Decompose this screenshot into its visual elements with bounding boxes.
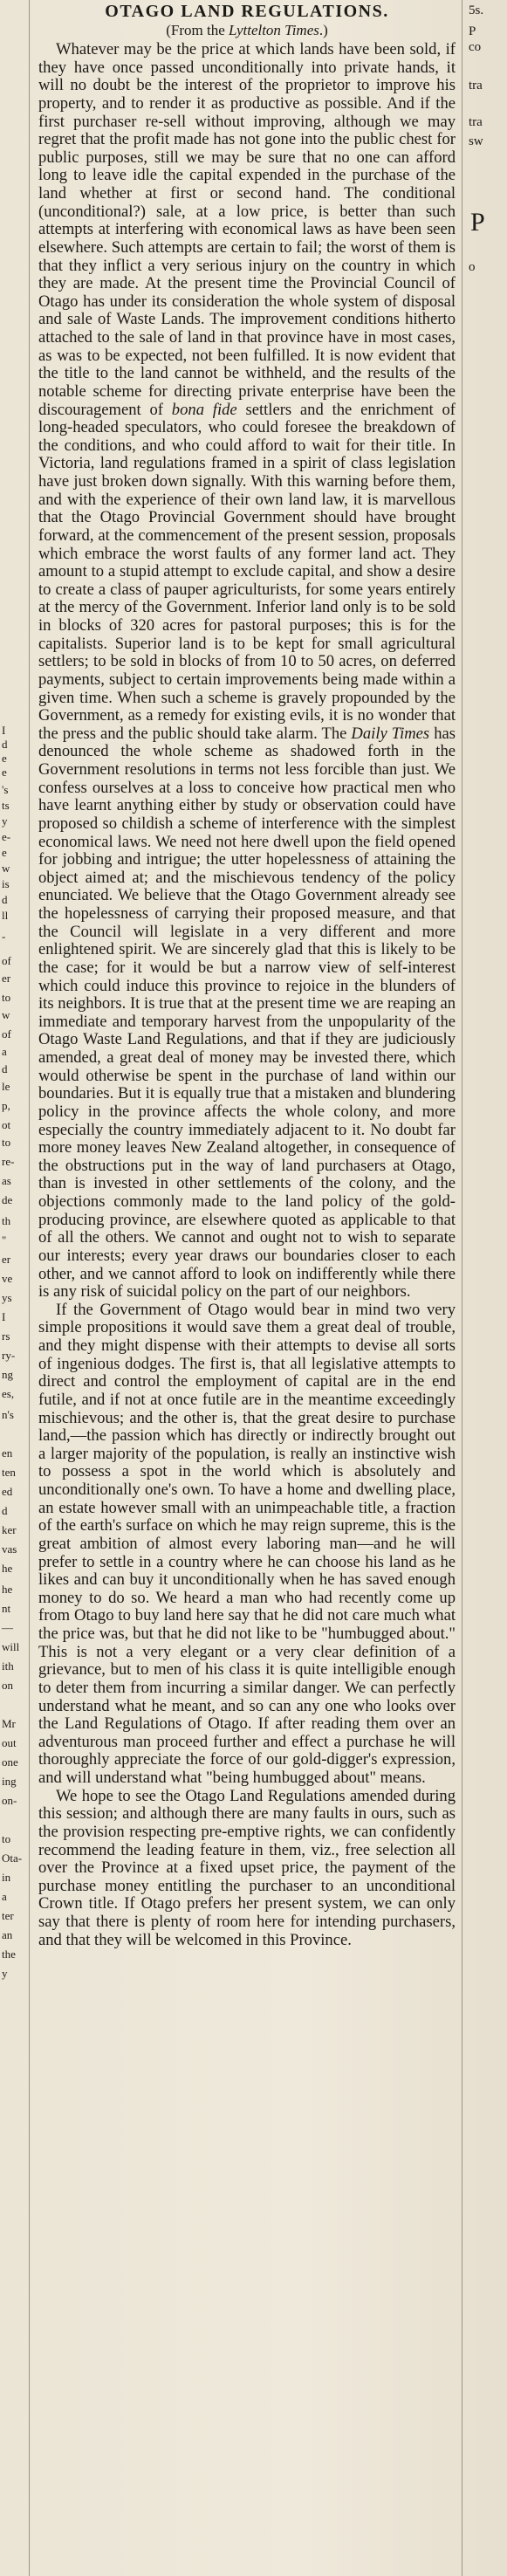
article-paragraph-3: We hope to see the Otago Land Regulations amended during this session; and although there are many faults in ours, such as the provision respecting pre-emptive rights, we can confidently recommend the leading feature in them, viz., free selection all over the Province at a fixed upset price, the payment of the purchase money entitling the purchaser to an unconditional Crown title. If Otago prefers her present system, we can only say that there is plenty of room here for intending purchasers, and that they will be welcomed in this Province. (38, 1786, 456, 1949)
left-fragment: Mr (2, 1717, 16, 1730)
left-fragment: nt (2, 1602, 11, 1615)
left-fragment: ith (2, 1659, 14, 1673)
left-fragment: d (2, 1504, 8, 1517)
left-fragment: on (2, 1679, 13, 1692)
left-fragment: th (2, 1214, 11, 1227)
left-fragment: ten (2, 1466, 16, 1479)
right-fragment: P (469, 24, 476, 38)
right-fragment: 5s. (469, 3, 484, 17)
left-fragment: ll (2, 909, 9, 922)
left-fragment: of (2, 954, 11, 967)
left-fragment: will (2, 1640, 20, 1653)
left-fragment: ter (2, 1909, 14, 1922)
left-fragment: ys (2, 1291, 12, 1304)
left-fragment: " (2, 1233, 7, 1247)
left-fragment: a (2, 1890, 7, 1903)
left-fragment: d (2, 1062, 8, 1075)
left-fragment: out (2, 1736, 17, 1749)
left-fragment: he (2, 1583, 13, 1596)
left-fragment: vas (2, 1542, 17, 1556)
left-fragment: w (2, 862, 10, 875)
left-fragment: the (2, 1947, 16, 1961)
left-fragment: n's (2, 1408, 14, 1421)
left-fragment: y (2, 814, 8, 828)
left-fragment: ng (2, 1368, 13, 1381)
left-fragment: de (2, 1193, 13, 1206)
left-fragment: I (2, 1310, 6, 1323)
left-fragment: e (2, 766, 7, 779)
article-paragraph-2: If the Government of Otago would bear in mind two very simple propositions it would save them a great deal of trouble, and they might dispense with their attempts to devise all sorts of ingenious dodges. The first is, that all legislative attempts to direct and control the employment of capital are in the end futile, and if not at once futile are in the meantime exceedingly mischievous; and the other is, that the great desire to purchase land,—the passion which has directly or indirectly brought out a larger majority of the population, is really an instinctive wish to possess a spot in the world which is absolutely and unconditionally one's own. To have a home and dwelling place, an estate however small with an unimpeachable title, a fraction of the earth's surface on which he may reign supreme, this is the great ambition of almost every laboring man—and he will prefer to settle in a country where he can choose his land as he likes and can buy it unconditionally when he has saved enough money to do so. We heard a man who had recently come up from Otago to buy land here say that he did not care much what the price was, but that he did not like to be "humbugged about." This is not a very elegant or a very clear definition of a grievance, but to men of his class it is quite intelligible enough to deter them from incurring a similar danger. We can perfectly understand what he meant, and so can any one who looks over the Land Regulations of Otago. If after reading them over an adventurous man proceed further and effect a purchase he will thoroughly appreciate the force of our gold-digger's expression, and will understand what "being humbugged about" means. (38, 1300, 456, 1787)
left-fragment: a (2, 1045, 7, 1058)
article-paragraph-1: Whatever may be the price at which lands have been sold, if they have once passed unconditionally into private hands, it will no doubt be the interest of the proprietor to improve his property, and to render it as productive as possible. And if the first purchaser re-sell without improving, although we may regret that the profit made has not gone into the public chest for public purposes, still we may be sure that no one can afford long to leave idle the capital expended in the purchase of the land whether at first or second hand. The conditional (unconditional?) sale, at a low price, is better than such attempts at interfering with economical laws as have been seen elsewhere. Such attempts are certain to fail; the worst of them is that they inflict a very serious injury on the country in which they are made. At the present time the Provincial Council of Otago has under its consideration the whole system of disposal and sale of Waste Lands. The improvement conditions hitherto attached to the sale of land in that province have in most cases, as was to be expected, not been fulfilled. It is now evident that the title to the land cannot be withheld, and the results of the notable scheme for directing private enterprise have been the discouragement of bona fide settlers and the enrichment of long-headed speculators, who could foresee the breakdown of the conditions, and who could afford to wait for their title. In Victoria, land regulations framed in a spirit of class legislation have just broken down signally. With this warning before them, and with the experience of their own land law, it is marvellous that the Otago Provincial Government should have brought forward, at the commencement of the present session, proposals which embrace the worst faults of any former land act. They amount to a stupid attempt to exclude capital, and show a desire to create a class of pauper agriculturists, for some years entirely at the mercy of the Government. Inferior land only is to be sold in blocks of 320 acres for pastoral purposes; this is for the capitalists. Superior land is to be kept for small agricultural settlers; to be sold in blocks of from 10 to 50 acres, on deferred payments, subject to certain improvements being made within a given time. When such a scheme is gravely propounded by the Government, as a remedy for existing evils, it is no wonder that the press and the public should take alarm. The Daily Times has denounced the whole scheme as shadowed forth in the Government resolutions in terms not less forcible than just. We confess ourselves at a loss to conceive how practical men who have learnt anything either by study or observation could have proposed so childish a scheme of interference with the simplest economical laws. We need not here dwell upon the field opened for jobbing and intrigue; the utter hopelessness of attaining the object aimed at; and the mischievous tendency of the policy enunciated. We believe that the Otago Government already see the hopelessness of carrying their proposed measure, and that the Council will legislate in a very different and more enlightened spirit. We are sincerely glad that this is likely to be the case; for it would be but a narrow view of self-interest which could induce this province to rejoice in the blunders of its neighbors. It is true that at the present time we are reaping an immediate and temporary harvest from the unpopularity of the Otago Waste Land Regulations, and that if they are judiciously amended, a great deal of money may be invested there, which would otherwise be spent in the purchase of land within our boundaries. But it is equally true that a mistaken and blundering policy in the province affects the whole colony, and more especially the country immediately adjacent to it. No doubt far more money leaves New Zealand altogether, in consequence of the obstructions put in the way of land purchasers at Otago, than is invested in other settlements of the colony, and the objections commonly made to the land policy of the gold-producing province, are elsewhere quoted as applicable to that of all the others. We cannot and ought not to wish to separate our interests; every year draws our boundaries closer to each other, and we cannot afford to look on indifferently while there is any risk of suicidal policy on the part of our neighbors. (38, 40, 456, 1302)
left-fragment: p, (2, 1099, 10, 1112)
left-fragment: re- (2, 1155, 15, 1168)
left-fragment: ing (2, 1775, 17, 1788)
left-fragment: as (2, 1174, 11, 1187)
left-fragment: to (2, 1832, 11, 1845)
left-fragment: ry- (2, 1349, 16, 1362)
left-fragment: rs (2, 1329, 10, 1343)
left-fragment: is (2, 877, 10, 890)
left-fragment: er (2, 972, 11, 985)
right-fragment: tra (469, 79, 483, 93)
left-fragment: w (2, 1008, 10, 1021)
left-fragment: in (2, 1871, 11, 1884)
left-fragment: y (2, 1967, 8, 1980)
left-fragment: 's (2, 783, 9, 796)
left-fragment: to (2, 991, 11, 1004)
right-fragment: co (469, 40, 482, 54)
left-fragment: le (2, 1080, 10, 1093)
left-fragment: of (2, 1027, 11, 1041)
right-adjacent-column (465, 0, 507, 2576)
left-fragment: er (2, 1253, 11, 1266)
left-fragment: ts (2, 799, 10, 812)
left-fragment: ker (2, 1523, 17, 1536)
right-column-tail: o (469, 260, 476, 274)
left-fragment: — (2, 1621, 13, 1634)
left-fragment: e- (2, 830, 11, 843)
left-fragment: en (2, 1446, 13, 1460)
article-byline: (From the Lyttelton Times.) (166, 22, 328, 38)
left-fragment: e (2, 752, 7, 765)
left-fragment: es, (2, 1387, 15, 1400)
left-fragment: an (2, 1928, 13, 1941)
column-rule-left (29, 0, 30, 2576)
right-fragment: sw (469, 134, 483, 148)
left-fragment: ve (2, 1272, 13, 1285)
left-fragment: - (2, 930, 6, 943)
left-fragment: on- (2, 1794, 17, 1807)
left-fragment: Ota- (2, 1851, 23, 1865)
left-fragment: one (2, 1755, 18, 1769)
byline-source: Lyttelton Times (229, 22, 319, 38)
left-fragment: d (2, 738, 8, 751)
left-fragment: to (2, 1136, 11, 1149)
left-fragment: he (2, 1562, 13, 1575)
right-column-initial: P (470, 208, 485, 237)
left-adjacent-column (0, 0, 26, 2576)
left-fragment: ed (2, 1485, 13, 1498)
left-fragment: d (2, 893, 8, 906)
article-column (38, 2, 456, 1949)
article-headline: OTAGO LAND REGULATIONS. (105, 2, 389, 21)
right-fragment: tra (469, 115, 483, 129)
left-fragment: e (2, 846, 7, 859)
left-fragment: I (2, 724, 6, 737)
left-fragment: ot (2, 1118, 11, 1131)
